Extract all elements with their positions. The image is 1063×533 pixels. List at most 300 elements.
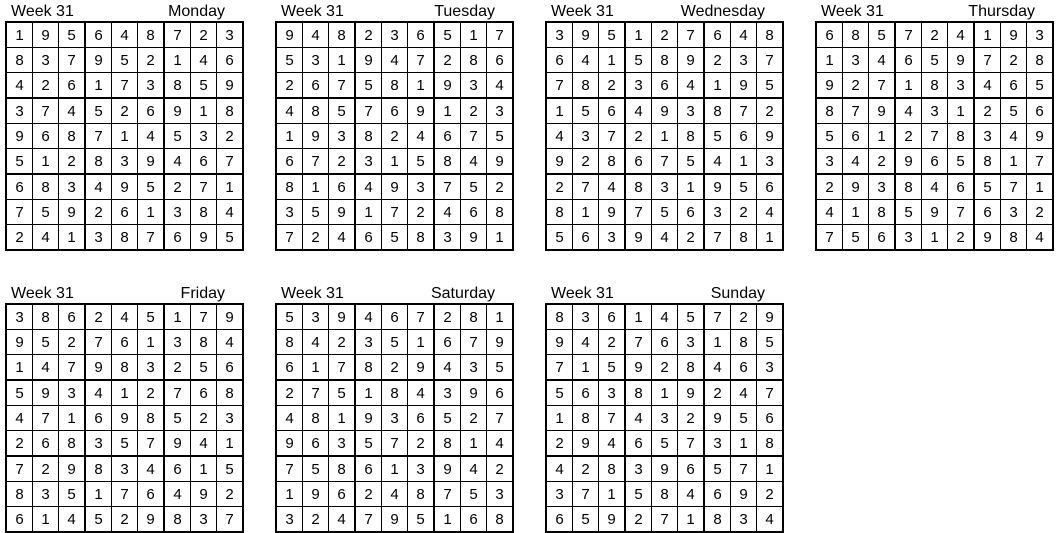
sudoku-cell: 4	[59, 507, 86, 533]
sudoku-row	[6, 73, 243, 99]
sudoku-cell: 1	[573, 200, 599, 225]
sudoku-cell: 7	[164, 22, 191, 48]
sudoku-cell: 3	[434, 380, 461, 406]
sudoku-cell: 7	[704, 225, 731, 251]
sudoku-cell: 4	[138, 124, 165, 149]
week-label: Week 31	[551, 285, 614, 302]
sudoku-cell: 2	[974, 98, 1001, 124]
sudoku-cell: 9	[652, 456, 678, 482]
sudoku-cell: 3	[191, 124, 217, 149]
sudoku-cell: 7	[869, 73, 896, 99]
sudoku-cell: 5	[33, 330, 59, 355]
sudoku-cell: 1	[546, 406, 573, 431]
sudoku-cell: 8	[355, 124, 382, 149]
sudoku-cell: 6	[329, 482, 356, 507]
sudoku-cell: 1	[303, 174, 329, 200]
sudoku-cell: 7	[33, 98, 59, 124]
sudoku-cell: 6	[138, 482, 165, 507]
sudoku-cell: 4	[191, 431, 217, 457]
sudoku-cell: 1	[382, 149, 408, 175]
sudoku-cell: 6	[59, 73, 86, 99]
sudoku-cell: 4	[33, 225, 59, 251]
sudoku-cell: 7	[625, 330, 652, 355]
sudoku-cell: 5	[138, 304, 165, 330]
sudoku-cell: 7	[731, 456, 757, 482]
sudoku-cell: 8	[112, 225, 138, 251]
sudoku-cell: 3	[869, 174, 896, 200]
sudoku-cell: 3	[303, 48, 329, 73]
sudoku-cell: 8	[164, 507, 191, 533]
sudoku-cell: 4	[164, 482, 191, 507]
sudoku-cell: 3	[1001, 200, 1027, 225]
sudoku-cell: 3	[329, 124, 356, 149]
sudoku-cell: 3	[843, 48, 869, 73]
sudoku-cell: 5	[408, 149, 435, 175]
sudoku-cell: 3	[895, 225, 922, 251]
sudoku-cell: 4	[869, 48, 896, 73]
sudoku-cell: 5	[625, 482, 652, 507]
sudoku-row	[546, 507, 783, 533]
sudoku-cell: 6	[33, 431, 59, 457]
sudoku-cell: 5	[382, 330, 408, 355]
sudoku-row	[276, 174, 513, 200]
sudoku-cell: 6	[922, 149, 948, 175]
sudoku-cell: 2	[303, 507, 329, 533]
sudoku-cell: 5	[329, 98, 356, 124]
sudoku-cell: 3	[138, 355, 165, 381]
sudoku-cell: 2	[408, 431, 435, 457]
sudoku-block-thursday	[815, 2, 1057, 251]
sudoku-cell: 6	[757, 406, 784, 431]
sudoku-cell: 8	[757, 22, 784, 48]
sudoku-cell: 7	[382, 431, 408, 457]
sudoku-cell: 6	[303, 73, 329, 99]
sudoku-cell: 5	[678, 149, 705, 175]
sudoku-cell: 3	[573, 124, 599, 149]
sudoku-row	[816, 200, 1053, 225]
sudoku-cell: 2	[1001, 48, 1027, 73]
grid-header	[275, 2, 517, 21]
sudoku-cell: 3	[382, 22, 408, 48]
sudoku-cell: 5	[408, 507, 435, 533]
sudoku-cell: 5	[573, 507, 599, 533]
sudoku-cell: 1	[757, 225, 784, 251]
sudoku-cell: 9	[329, 200, 356, 225]
sudoku-cell: 1	[164, 48, 191, 73]
sudoku-cell: 5	[303, 456, 329, 482]
sudoku-row	[6, 48, 243, 73]
sudoku-row	[276, 355, 513, 381]
sudoku-row	[546, 73, 783, 99]
sudoku-cell: 1	[895, 73, 922, 99]
sudoku-grids-container	[5, 2, 1063, 533]
sudoku-cell: 5	[974, 174, 1001, 200]
sudoku-cell: 8	[329, 456, 356, 482]
sudoku-row	[6, 98, 243, 124]
sudoku-cell: 2	[546, 431, 573, 457]
sudoku-cell: 4	[1027, 225, 1054, 251]
sudoku-cell: 1	[303, 355, 329, 381]
sudoku-cell: 3	[625, 456, 652, 482]
sudoku-cell: 4	[625, 406, 652, 431]
sudoku-cell: 2	[112, 507, 138, 533]
sudoku-cell: 8	[85, 456, 112, 482]
sudoku-cell: 7	[434, 482, 461, 507]
sudoku-cell: 9	[461, 225, 487, 251]
sudoku-cell: 1	[704, 330, 731, 355]
sudoku-cell: 9	[164, 431, 191, 457]
sudoku-cell: 6	[652, 330, 678, 355]
sudoku-cell: 2	[922, 22, 948, 48]
sudoku-cell: 2	[59, 330, 86, 355]
sudoku-cell: 8	[217, 380, 244, 406]
sudoku-cell: 2	[6, 225, 33, 251]
sudoku-block-wednesday	[545, 2, 787, 251]
sudoku-cell: 2	[678, 225, 705, 251]
sudoku-cell: 3	[816, 149, 843, 175]
sudoku-cell: 8	[974, 149, 1001, 175]
week-label: Week 31	[281, 285, 344, 302]
sudoku-cell: 5	[329, 380, 356, 406]
sudoku-cell: 8	[434, 431, 461, 457]
sudoku-cell: 8	[33, 304, 59, 330]
sudoku-row	[546, 149, 783, 175]
sudoku-cell: 2	[355, 22, 382, 48]
sudoku-cell: 4	[217, 200, 244, 225]
sudoku-cell: 9	[573, 22, 599, 48]
sudoku-cell: 1	[625, 22, 652, 48]
sudoku-cell: 8	[1001, 225, 1027, 251]
sudoku-row	[816, 73, 1053, 99]
sudoku-cell: 1	[652, 124, 678, 149]
sudoku-cell: 6	[704, 22, 731, 48]
sudoku-cell: 3	[652, 174, 678, 200]
sudoku-cell: 4	[276, 406, 303, 431]
week-label: Week 31	[281, 3, 344, 20]
sudoku-cell: 2	[652, 355, 678, 381]
sudoku-cell: 1	[678, 507, 705, 533]
sudoku-cell: 8	[731, 225, 757, 251]
sudoku-row	[546, 22, 783, 48]
sudoku-cell: 4	[59, 98, 86, 124]
week-label: Week 31	[11, 285, 74, 302]
sudoku-row	[6, 456, 243, 482]
sudoku-cell: 3	[6, 304, 33, 330]
sudoku-cell: 5	[33, 200, 59, 225]
sudoku-cell: 2	[573, 456, 599, 482]
sudoku-row	[6, 124, 243, 149]
sudoku-cell: 2	[164, 174, 191, 200]
sudoku-cell: 3	[704, 200, 731, 225]
sudoku-cell: 8	[329, 22, 356, 48]
sudoku-cell: 9	[382, 507, 408, 533]
sudoku-cell: 7	[704, 304, 731, 330]
sudoku-cell: 9	[895, 149, 922, 175]
sudoku-cell: 6	[138, 98, 165, 124]
sudoku-cell: 1	[816, 48, 843, 73]
sudoku-cell: 8	[217, 98, 244, 124]
sudoku-cell: 5	[731, 406, 757, 431]
sudoku-row	[276, 48, 513, 73]
sudoku-cell: 9	[33, 22, 59, 48]
sudoku-cell: 9	[678, 380, 705, 406]
sudoku-cell: 9	[85, 48, 112, 73]
sudoku-cell: 8	[85, 149, 112, 175]
sudoku-cell: 6	[164, 456, 191, 482]
sudoku-cell: 9	[138, 507, 165, 533]
sudoku-cell: 3	[434, 225, 461, 251]
sudoku-cell: 8	[652, 482, 678, 507]
sudoku-row	[276, 149, 513, 175]
sudoku-cell: 1	[678, 174, 705, 200]
sudoku-cell: 4	[546, 124, 573, 149]
sudoku-cell: 2	[948, 225, 975, 251]
sudoku-cell: 3	[408, 456, 435, 482]
day-label: Tuesday	[434, 3, 495, 20]
sudoku-cell: 2	[164, 355, 191, 381]
sudoku-cell: 1	[408, 330, 435, 355]
sudoku-cell: 8	[303, 406, 329, 431]
sudoku-cell: 9	[573, 431, 599, 457]
sudoku-cell: 7	[112, 73, 138, 99]
sudoku-cell: 7	[85, 330, 112, 355]
sudoku-cell: 9	[974, 225, 1001, 251]
sudoku-row	[546, 200, 783, 225]
sudoku-cell: 1	[382, 456, 408, 482]
sudoku-cell: 4	[408, 380, 435, 406]
sudoku-cell: 5	[164, 406, 191, 431]
sudoku-cell: 7	[6, 200, 33, 225]
sudoku-cell: 3	[461, 73, 487, 99]
sudoku-cell: 7	[6, 456, 33, 482]
sudoku-cell: 5	[678, 304, 705, 330]
sudoku-row	[276, 406, 513, 431]
sudoku-cell: 2	[59, 149, 86, 175]
sudoku-cell: 4	[276, 98, 303, 124]
sudoku-cell: 7	[757, 48, 784, 73]
sudoku-cell: 7	[355, 98, 382, 124]
sudoku-cell: 1	[573, 355, 599, 381]
sudoku-cell: 9	[303, 124, 329, 149]
sudoku-cell: 8	[59, 124, 86, 149]
sudoku-cell: 5	[217, 456, 244, 482]
sudoku-cell: 1	[1027, 174, 1054, 200]
sudoku-cell: 6	[678, 456, 705, 482]
sudoku-row	[276, 482, 513, 507]
sudoku-row	[276, 73, 513, 99]
sudoku-cell: 5	[757, 330, 784, 355]
sudoku-cell: 2	[408, 200, 435, 225]
sudoku-cell: 9	[1001, 22, 1027, 48]
sudoku-cell: 6	[434, 124, 461, 149]
sudoku-cell: 8	[276, 174, 303, 200]
sudoku-cell: 3	[408, 174, 435, 200]
sudoku-cell: 4	[303, 330, 329, 355]
sudoku-cell: 5	[704, 124, 731, 149]
sudoku-cell: 6	[276, 355, 303, 381]
sudoku-cell: 7	[843, 98, 869, 124]
sudoku-cell: 7	[895, 22, 922, 48]
sudoku-cell: 6	[487, 380, 514, 406]
sudoku-cell: 1	[625, 304, 652, 330]
sudoku-cell: 9	[408, 98, 435, 124]
sudoku-row	[6, 330, 243, 355]
sudoku-cell: 1	[461, 22, 487, 48]
sudoku-cell: 1	[355, 200, 382, 225]
sudoku-cell: 7	[217, 507, 244, 533]
day-label: Saturday	[430, 285, 495, 302]
sudoku-cell: 1	[85, 482, 112, 507]
sudoku-cell: 4	[1001, 124, 1027, 149]
sudoku-cell: 8	[461, 304, 487, 330]
sudoku-cell: 8	[573, 73, 599, 99]
sudoku-cell: 8	[303, 98, 329, 124]
sudoku-cell: 6	[1001, 73, 1027, 99]
sudoku-cell: 6	[678, 200, 705, 225]
sudoku-cell: 2	[112, 98, 138, 124]
sudoku-row	[546, 431, 783, 457]
sudoku-cell: 9	[355, 406, 382, 431]
sudoku-grid	[275, 303, 514, 533]
sudoku-cell: 5	[652, 431, 678, 457]
sudoku-cell: 8	[625, 380, 652, 406]
week-label: Week 31	[551, 3, 614, 20]
sudoku-cell: 9	[355, 48, 382, 73]
sudoku-row	[276, 304, 513, 330]
sudoku-cell: 6	[59, 304, 86, 330]
sudoku-cell: 1	[843, 200, 869, 225]
sudoku-cell: 5	[276, 48, 303, 73]
sudoku-cell: 3	[652, 406, 678, 431]
sudoku-cell: 4	[382, 482, 408, 507]
sudoku-cell: 6	[303, 431, 329, 457]
sudoku-cell: 8	[138, 22, 165, 48]
grid-header	[545, 2, 787, 21]
sudoku-cell: 6	[461, 507, 487, 533]
sudoku-cell: 6	[625, 431, 652, 457]
sudoku-cell: 4	[33, 355, 59, 381]
sudoku-cell: 4	[573, 48, 599, 73]
sudoku-cell: 9	[487, 149, 514, 175]
sudoku-cell: 6	[461, 200, 487, 225]
sudoku-cell: 3	[33, 48, 59, 73]
sudoku-cell: 9	[112, 174, 138, 200]
sudoku-cell: 6	[948, 174, 975, 200]
sudoku-cell: 9	[329, 304, 356, 330]
sudoku-cell: 7	[487, 22, 514, 48]
sudoku-cell: 7	[625, 200, 652, 225]
sudoku-row	[6, 482, 243, 507]
sudoku-cell: 1	[276, 482, 303, 507]
sudoku-cell: 9	[112, 406, 138, 431]
sudoku-cell: 7	[303, 380, 329, 406]
sudoku-cell: 7	[355, 507, 382, 533]
sudoku-row	[546, 98, 783, 124]
sudoku-cell: 2	[625, 507, 652, 533]
sudoku-cell: 9	[434, 73, 461, 99]
sudoku-block-saturday	[275, 284, 517, 533]
sudoku-block-monday	[5, 2, 247, 251]
sudoku-cell: 1	[329, 406, 356, 431]
sudoku-cell: 4	[85, 174, 112, 200]
sudoku-cell: 7	[678, 431, 705, 457]
sudoku-cell: 2	[625, 124, 652, 149]
sudoku-cell: 1	[704, 73, 731, 99]
sudoku-cell: 1	[434, 507, 461, 533]
sudoku-cell: 3	[85, 431, 112, 457]
sudoku-cell: 9	[434, 456, 461, 482]
sudoku-cell: 4	[599, 174, 626, 200]
sudoku-cell: 5	[85, 98, 112, 124]
sudoku-cell: 8	[757, 431, 784, 457]
sudoku-cell: 6	[408, 22, 435, 48]
sudoku-cell: 1	[6, 355, 33, 381]
sudoku-cell: 5	[1001, 98, 1027, 124]
sudoku-cell: 7	[731, 98, 757, 124]
sudoku-cell: 3	[6, 98, 33, 124]
sudoku-cell: 7	[138, 431, 165, 457]
sudoku-cell: 6	[408, 406, 435, 431]
sudoku-row	[6, 507, 243, 533]
sudoku-cell: 4	[191, 48, 217, 73]
sudoku-cell: 7	[33, 406, 59, 431]
sudoku-cell: 7	[112, 482, 138, 507]
sudoku-cell: 2	[276, 73, 303, 99]
sudoku-cell: 2	[303, 225, 329, 251]
sudoku-cell: 9	[731, 482, 757, 507]
sudoku-cell: 7	[948, 200, 975, 225]
sudoku-cell: 5	[6, 380, 33, 406]
grid-header	[5, 284, 247, 303]
sudoku-cell: 4	[757, 200, 784, 225]
sudoku-row	[6, 22, 243, 48]
sudoku-cell: 7	[461, 124, 487, 149]
sudoku-cell: 9	[816, 73, 843, 99]
sudoku-cell: 8	[731, 330, 757, 355]
sudoku-cell: 9	[487, 330, 514, 355]
sudoku-cell: 7	[164, 380, 191, 406]
sudoku-cell: 4	[599, 431, 626, 457]
sudoku-cell: 1	[599, 482, 626, 507]
sudoku-cell: 7	[276, 225, 303, 251]
sudoku-cell: 4	[461, 149, 487, 175]
sudoku-cell: 3	[217, 22, 244, 48]
sudoku-grid	[275, 21, 514, 251]
week-label: Week 31	[11, 3, 74, 20]
sudoku-cell: 5	[138, 174, 165, 200]
sudoku-cell: 6	[6, 174, 33, 200]
sudoku-cell: 9	[217, 304, 244, 330]
sudoku-row	[816, 98, 1053, 124]
sudoku-cell: 5	[191, 73, 217, 99]
sudoku-cell: 9	[33, 380, 59, 406]
sudoku-cell: 9	[922, 200, 948, 225]
sudoku-block-sunday	[545, 284, 787, 533]
sudoku-cell: 4	[546, 456, 573, 482]
sudoku-cell: 3	[678, 98, 705, 124]
sudoku-cell: 4	[704, 355, 731, 381]
sudoku-cell: 3	[276, 200, 303, 225]
sudoku-cell: 5	[816, 124, 843, 149]
sudoku-cell: 7	[434, 174, 461, 200]
sudoku-cell: 5	[59, 482, 86, 507]
sudoku-cell: 2	[138, 48, 165, 73]
sudoku-cell: 3	[355, 330, 382, 355]
sudoku-cell: 1	[1001, 149, 1027, 175]
sudoku-cell: 3	[85, 225, 112, 251]
sudoku-cell: 2	[843, 73, 869, 99]
sudoku-cell: 8	[487, 507, 514, 533]
